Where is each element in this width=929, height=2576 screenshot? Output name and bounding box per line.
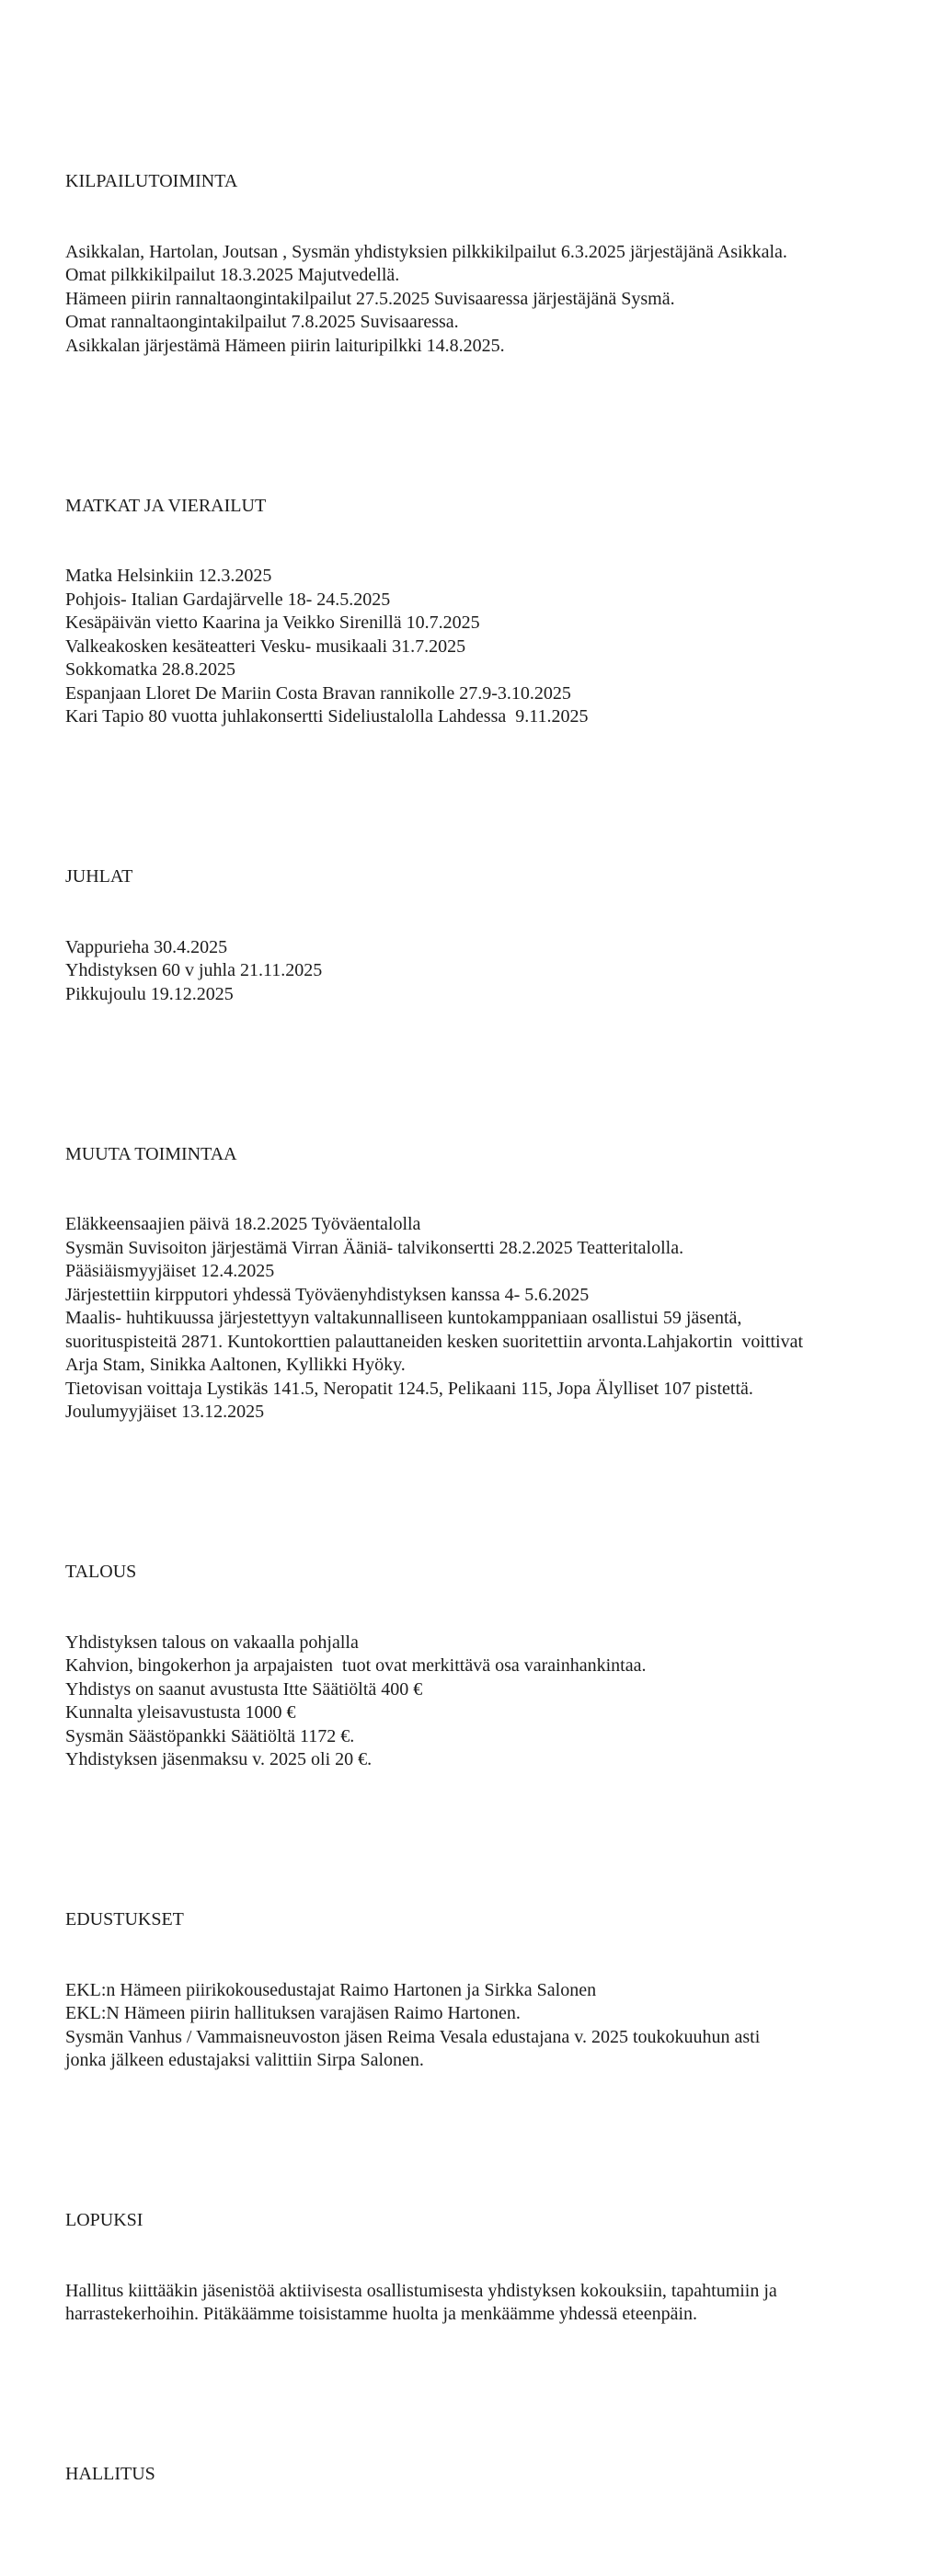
section-heading: MUUTA TOIMINTAA [65, 1143, 237, 1164]
document-section [65, 2162, 901, 2327]
section-heading: MATKAT JA VIERAILUT [65, 495, 267, 516]
document-section [65, 2416, 901, 2534]
section-heading: KILPAILUTOIMINTA [65, 171, 238, 191]
text-line: Hallitus kiittääkin jäsenistöä aktiivisesta osallistumisesta yhdistyksen kokouksiin, tapahtumiin ja [65, 2280, 777, 2301]
text-line: harrastekerhoihin. Pitäkäämme toisistamme huolta ja menkäämme yhdessä eteenpäin. [65, 2304, 698, 2324]
document-section [65, 1514, 901, 1772]
text-line: Maalis- huhtikuussa järjestettyyn valtakunnalliseen kuntokamppaniaan osallistui 59 jäsentä, [65, 1308, 742, 1328]
text-line: Kesäpäivän vietto Kaarina ja Veikko Sirenillä 10.7.2025 [65, 613, 480, 633]
text-line: Pikkujoulu 19.12.2025 [65, 983, 234, 1004]
document-section [65, 819, 901, 1006]
section-heading: HALLITUS [65, 2464, 155, 2484]
document-section [65, 1861, 901, 2073]
text-line: EKL:N Hämeen piirin hallituksen varajäsen Raimo Hartonen. [65, 2003, 521, 2023]
document-section [65, 123, 901, 358]
section-heading: LOPUKSI [65, 2210, 143, 2230]
text-line: EKL:n Hämeen piirikokousedustajat Raimo Hartonen ja Sirkka Salonen [65, 1979, 597, 2000]
text-line: Sysmän Säästöpankki Säätiöltä 1172 €. [65, 1725, 355, 1746]
text-line: Arja Stam, Sinikka Aaltonen, Kyllikki Hyöky. [65, 1355, 406, 1375]
text-line: jonka jälkeen edustajaksi valittiin Sirpa Salonen. [65, 2050, 424, 2070]
section-heading: JUHLAT [65, 866, 133, 887]
section-heading: TALOUS [65, 1562, 137, 1582]
text-line: Pohjois- Italian Gardajärvelle 18- 24.5.2025 [65, 589, 391, 610]
text-line: Vappurieha 30.4.2025 [65, 936, 228, 957]
section-heading: EDUSTUKSET [65, 1909, 184, 1929]
text-line: Yhdistys on saanut avustusta Itte Säätiöltä 400 € [65, 1678, 423, 1700]
text-line: Kahvion, bingokerhon ja arpajaisten tuot ovat merkittävä osa varainhankintaa. [65, 1655, 647, 1676]
text-line: Kunnalta yleisavustusta 1000 € [65, 1702, 296, 1723]
document-content [65, 76, 901, 2576]
text-line: Joulumyyjäiset 13.12.2025 [65, 1402, 265, 1422]
text-line: Yhdistyksen talous on vakaalla pohjalla [65, 1631, 359, 1653]
text-line: Eläkkeensaajien päivä 18.2.2025 Työväentalolla [65, 1214, 421, 1234]
text-line: Yhdistyksen jäsenmaksu v. 2025 oli 20 €. [65, 1749, 373, 1769]
text-line: Yhdistyksen 60 v juhla 21.11.2025 [65, 960, 323, 980]
text-line: Tietovisan voittaja Lystikäs 141.5, Neropatit 124.5, Pelikaani 115, Jopa Älylliset 107 pistettä. [65, 1378, 753, 1399]
text-line: Asikkalan, Hartolan, Joutsan , Sysmän yhdistyksien pilkkikilpailut 6.3.2025 järjestäjänä Asikkala. [65, 241, 787, 262]
text-line: Järjestettiin kirpputori yhdessä Työväenyhdistyksen kanssa 4- 5.6.2025 [65, 1284, 590, 1305]
text-line: Omat rannaltaongintakilpailut 7.8.2025 Suvisaaressa. [65, 312, 459, 332]
text-line: Sysmän Vanhus / Vammaisneuvoston jäsen Reima Vesala edustajana v. 2025 toukokuuhun asti [65, 2026, 761, 2047]
text-line: Omat pilkkikilpailut 18.3.2025 Majutvedellä. [65, 265, 400, 285]
text-line: Espanjaan Lloret De Mariin Costa Bravan rannikolle 27.9-3.10.2025 [65, 682, 571, 704]
text-line: Asikkalan järjestämä Hämeen piirin laituripilkki 14.8.2025. [65, 335, 505, 356]
text-line: Pääsiäismyyjäiset 12.4.2025 [65, 1261, 275, 1281]
text-line: Kari Tapio 80 vuotta juhlakonsertti Sideliustalolla Lahdessa 9.11.2025 [65, 706, 589, 727]
document-section [65, 1096, 901, 1425]
text-line: Sysmän Suvisoiton järjestämä Virran Ääniä- talvikonsertti 28.2.2025 Teatteritalolla. [65, 1237, 684, 1258]
text-line: Valkeakosken kesäteatteri Vesku- musikaali 31.7.2025 [65, 635, 466, 657]
text-line: Matka Helsinkiin 12.3.2025 [65, 566, 272, 586]
text-line: Sokkomatka 28.8.2025 [65, 659, 235, 680]
text-line: suorituspisteitä 2871. Kuntokorttien palauttaneiden kesken suoritettiin arvonta.Lahjakortin voittivat [65, 1331, 804, 1352]
document-section [65, 448, 901, 729]
text-line: Hämeen piirin rannaltaongintakilpailut 27.5.2025 Suvisaaressa järjestäjänä Sysmä. [65, 288, 675, 309]
